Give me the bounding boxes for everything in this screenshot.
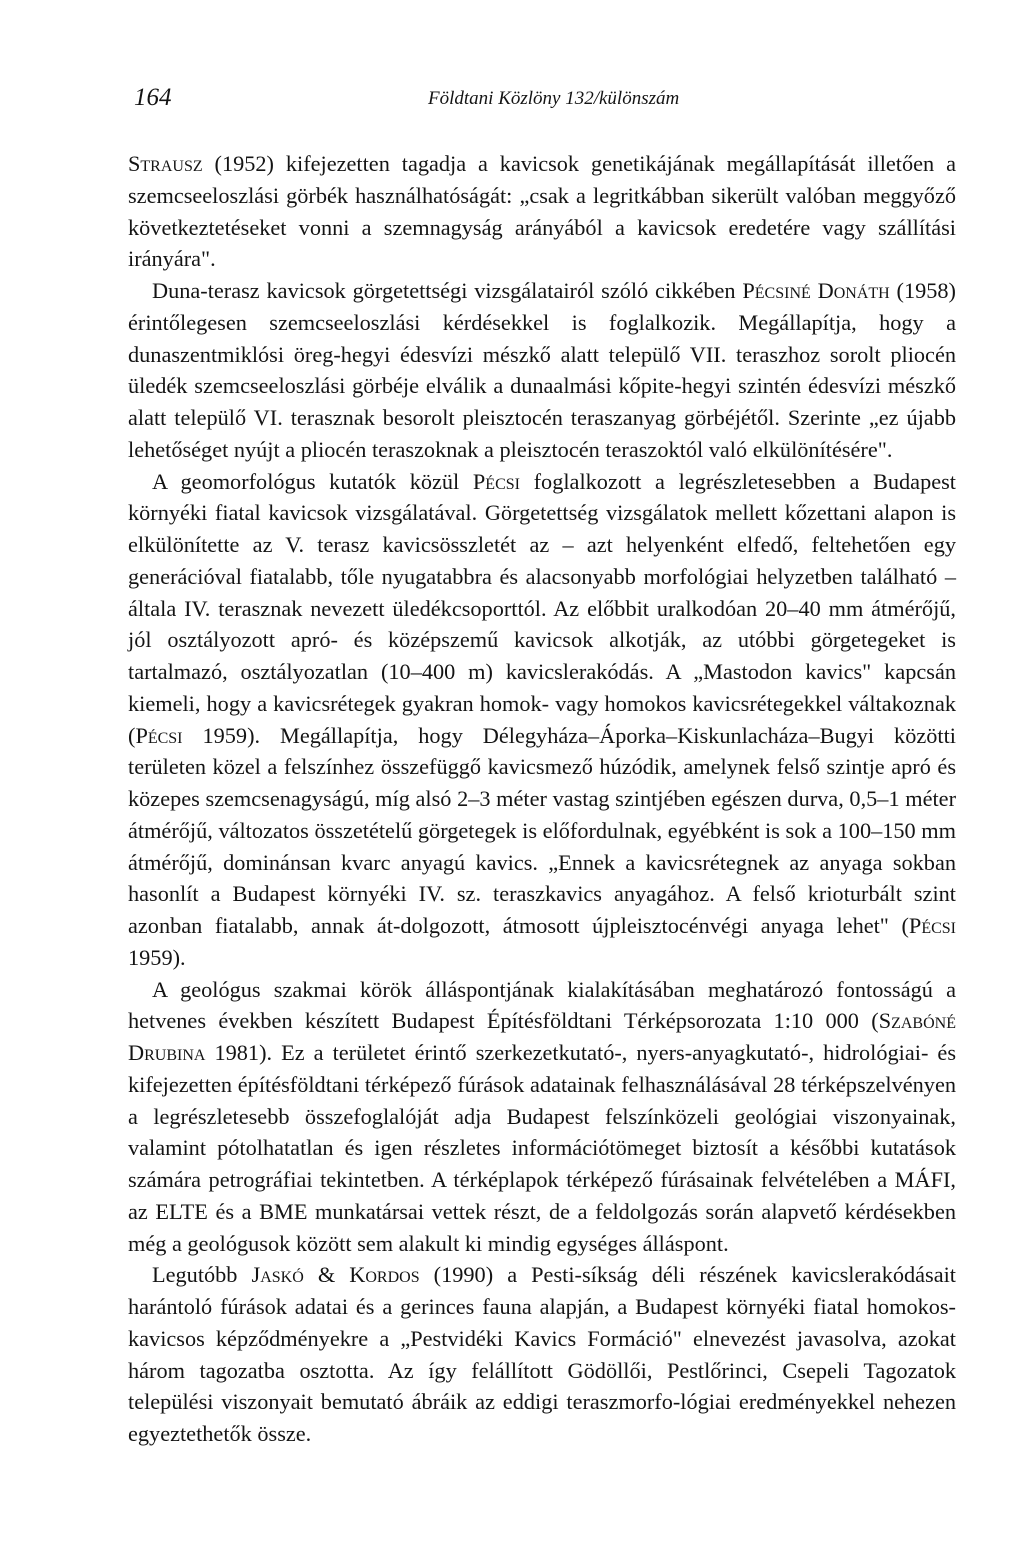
- paragraph-text: (1952) kifejezetten tagadja a kavicsok genetikájának megállapítását illetően a szemcseeloszlási görbék használhatóságát: „csak a legritkábban sikerült valóban meggyőző következtetéseket vonni a szemnagyság arányából a kavicsok eredetére vagy szállítási irányára".: [128, 151, 956, 272]
- author-citation: Pécsiné Donáth: [742, 278, 890, 303]
- paragraph-text: &: [303, 1262, 350, 1288]
- paragraph-text: foglalkozott a legrészletesebben a Budapest környéki fiatal kavicsok vizsgálatával. Görgetettség vizsgálatok mellett kőzettani alapon is elkülönítette az V. terasz kavicsösszletét az – azt helyenként elfedő, feltehetően egy generációval fiatalabb, tőle nyugatabbra és alacsonyabb morfológiai helyzetben található – általa IV. terasznak nevezett üledékcsoporttól. Az előbbit uralkodóan 20–40 mm átmérőjű, jól osztályozott apró- és középszemű kavicsok alkotják, az utóbbi görgetegeket is tartalmazó, osztályozatlan (10–400 m) kavicslerakódás. A „Mastodon kavics" kapcsán kiemeli, hogy a kavicsrétegek gyakran homok- vagy homokos kavicsrétegekkel váltakoznak (: [128, 468, 956, 748]
- author-citation: Pécsi: [472, 468, 520, 494]
- paragraph-1: [128, 148, 956, 275]
- paragraph-text: A geológus szakmai körök álláspontjának kialakításában meghatározó fontosságú a hetvenes években készített Budapest Építésföldtani Térképsorozata 1:10 000 (: [128, 976, 956, 1034]
- paragraph-text: A geomorfológus kutatók közül: [152, 468, 473, 494]
- paragraph-text: 1959). Megállapítja, hogy Délegyháza–Áporka–Kiskunlacháza–Bugyi közötti területen közel a felszínhez összefüggő kavicsmező húzódik, amelynek felső szintje apró és közepes szemcsenagyságú, míg alsó 2–3 méter vastag szintjében egészen durva, 0,5–1 méter átmérőjű, változatos összetételű görgetegek is előfordulnak, egyébként is sok a 100–150 mm átmérőjű, dominánsan kvarc anyagú kavics. „Ennek a kavicsrétegnek az anyaga sokban hasonlít a Budapest környéki IV. sz. teraszkavics anyagához. A felső krioturbált szint azonban fiatalabb, annak át-dolgozott, átmosott újpleisztocénvégi anyaga lehet" (: [128, 722, 956, 938]
- paragraph-2: [128, 275, 956, 466]
- author-citation: Pécsi: [908, 913, 956, 938]
- journal-title: Földtani Közlöny 132/különszám: [428, 88, 680, 109]
- author-citation: Pécsi: [135, 722, 183, 748]
- author-citation: Strausz: [128, 151, 203, 176]
- author-citation: Szabóné Drubina: [128, 1008, 956, 1065]
- paragraph-text: 1981). Ez a területet érintő szerkezetkutató-, nyers-anyagkutató-, hidrológiai- és kifejezetten építésföldtani térképező fúrások adatainak felhasználásával 28 térképszelvényen a legrészletesebb összefoglalóját adja Budapest felszínközeli geológiai viszonyainak, valamint pótolhatatlan és igen részletes információtömeget biztosít a későbbi kutatások számára petrográfiai tekintetben. A térképlapok térképező fúrásainak felvételében a MÁFI, az ELTE és a BME munkatársai vettek részt, de a feldolgozás során alapvető kérdésekben még a geológusok között sem alakult ki mindig egységes álláspont.: [128, 1040, 956, 1256]
- paragraph-4: [128, 974, 956, 1260]
- paragraph-text: 1959).: [128, 944, 186, 970]
- paragraph-text: Legutóbb: [152, 1262, 252, 1288]
- running-head: [128, 84, 956, 114]
- author-citation: Jaskó: [251, 1262, 304, 1288]
- paragraph-text: Duna-terasz kavicsok görgetettségi vizsgálatairól szóló cikkében: [152, 278, 743, 303]
- paragraph-3: [128, 466, 956, 974]
- paragraph-text: (1958) érintőlegesen szemcseeloszlási kérdésekkel is foglalkozik. Megállapítja, hogy a dunaszentmiklósi öreg-hegyi édesvízi mészkő alatt települő VII. teraszhoz sorolt pliocén üledék szemcseeloszlási görbéje elválik a dunaalmási kőpite-hegyi szintén édesvízi mészkő alatt települő VI. terasznak besorolt pleisztocén teraszanyag görbéjétől. Szerinte „ez újabb lehetőséget nyújt a pliocén teraszoknak a pleisztocén teraszoktól való elkülönítésére".: [128, 278, 956, 462]
- paragraph-5: [128, 1259, 956, 1450]
- author-citation: Kordos: [349, 1262, 420, 1288]
- page-number: 164: [134, 84, 172, 111]
- paragraph-text: (1990) a Pesti-síkság déli részének kavicslerakódásait harántoló fúrások adatai és a gerinces fauna alapján, a Budapest környéki fiatal homokos-kavicsos képződményekre a „Pestvidéki Kavics Formáció" elnevezést javasolva, azokat három tagozatba osztotta. Az így felállított Gödöllői, Pestlőrinci, Csepeli Tagozatok települési viszonyait bemutató ábráik az eddigi teraszmorfo-lógiai eredményekkel nehezen egyeztethetők össze.: [128, 1262, 956, 1446]
- body-text: [128, 148, 956, 1450]
